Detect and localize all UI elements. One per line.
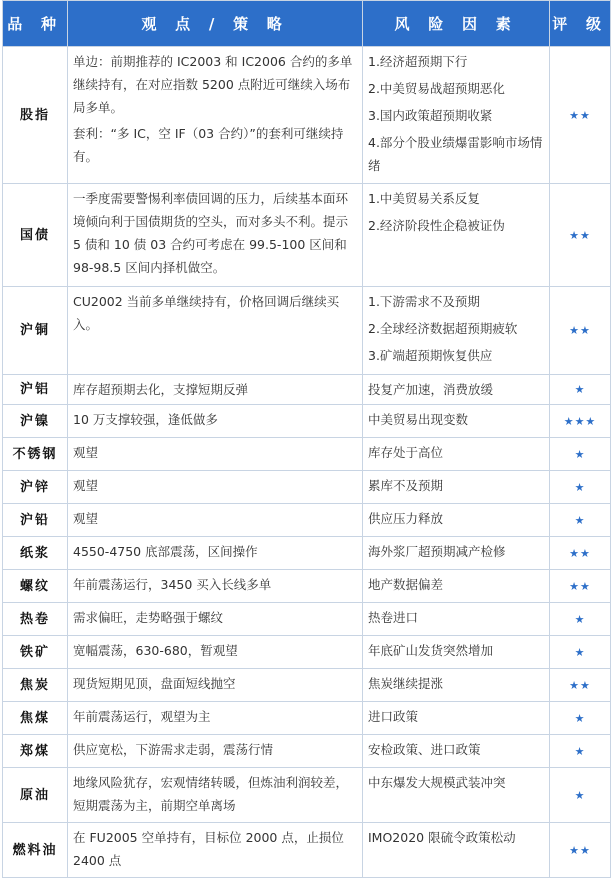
table-row (3, 184, 611, 287)
variety-name: 沪铜 (3, 287, 68, 375)
strategy-paragraph: CU2002 当前多单继续持有，价格回调后继续买入。 (73, 294, 340, 332)
table-body (3, 47, 611, 878)
risk-item: 供应压力释放 (368, 511, 444, 526)
risk-item: 海外浆厂超预期减产检修 (368, 544, 506, 559)
header-variety: 品 种 (3, 1, 68, 47)
strategy-cell (68, 438, 363, 471)
risk-cell (363, 669, 550, 702)
strategy-paragraph: 现货短期见顶，盘面短线抛空 (73, 676, 236, 691)
risk-item: 累库不及预期 (368, 478, 444, 493)
variety-name: 股指 (3, 47, 68, 184)
risk-cell (363, 735, 550, 768)
risk-cell (363, 504, 550, 537)
strategy-table (2, 0, 611, 878)
variety-name: 不锈钢 (3, 438, 68, 471)
strategy-cell (68, 504, 363, 537)
rating-stars: ★★ (550, 669, 611, 702)
risk-cell (363, 823, 550, 878)
table-row (3, 287, 611, 375)
strategy-cell (68, 184, 363, 287)
rating-stars: ★ (550, 636, 611, 669)
variety-name: 国债 (3, 184, 68, 287)
header-risk: 风 险 因 素 (363, 1, 550, 47)
strategy-paragraph: 观望 (73, 511, 99, 526)
strategy-paragraph: 观望 (73, 478, 99, 493)
risk-item: 3.国内政策超预期收紧 (368, 108, 493, 123)
rating-stars: ★ (550, 768, 611, 823)
risk-cell (363, 570, 550, 603)
variety-name: 沪铅 (3, 504, 68, 537)
rating-stars: ★ (550, 375, 611, 405)
table-header-row (3, 1, 611, 47)
strategy-paragraph: 年前震荡运行，观望为主 (73, 709, 211, 724)
table-row (3, 603, 611, 636)
table-row (3, 405, 611, 438)
table-row (3, 570, 611, 603)
strategy-paragraph: 单边：前期推荐的 IC2003 和 IC2006 合约的多单继续持有，在对应指数 5200 点附近可继续入场布局多单。 (73, 54, 353, 115)
variety-name: 纸浆 (3, 537, 68, 570)
table-row (3, 47, 611, 184)
risk-cell (363, 768, 550, 823)
rating-stars: ★★ (550, 287, 611, 375)
rating-stars: ★★ (550, 823, 611, 878)
rating-stars: ★ (550, 438, 611, 471)
strategy-cell (68, 570, 363, 603)
variety-name: 焦炭 (3, 669, 68, 702)
variety-name: 螺纹 (3, 570, 68, 603)
risk-item: 地产数据偏差 (368, 577, 444, 592)
table-row (3, 702, 611, 735)
variety-name: 铁矿 (3, 636, 68, 669)
rating-stars: ★ (550, 471, 611, 504)
strategy-cell (68, 537, 363, 570)
variety-name: 热卷 (3, 603, 68, 636)
strategy-paragraph: 需求偏旺，走势略强于螺纹 (73, 610, 224, 625)
strategy-paragraph: 在 FU2005 空单持有，目标位 2000 点，止损位 2400 点 (73, 830, 344, 868)
header-strategy: 观 点 / 策 略 (68, 1, 363, 47)
table-row (3, 504, 611, 537)
rating-stars: ★ (550, 702, 611, 735)
risk-item: 4.部分个股业绩爆雷影响市场情绪 (368, 135, 543, 173)
risk-item: 3.矿端超预期恢复供应 (368, 348, 493, 363)
risk-item: IMO2020 限硫令政策松动 (368, 830, 516, 845)
risk-item: 2.中美贸易战超预期恶化 (368, 81, 505, 96)
risk-item: 热卷进口 (368, 610, 419, 625)
strategy-cell (68, 768, 363, 823)
table-row (3, 823, 611, 878)
rating-stars: ★ (550, 735, 611, 768)
table-row (3, 768, 611, 823)
risk-cell (363, 287, 550, 375)
table-row (3, 438, 611, 471)
strategy-cell (68, 405, 363, 438)
rating-stars: ★ (550, 504, 611, 537)
strategy-cell (68, 603, 363, 636)
variety-name: 原油 (3, 768, 68, 823)
risk-item: 1.下游需求不及预期 (368, 294, 480, 309)
risk-item: 1.经济超预期下行 (368, 54, 468, 69)
risk-item: 焦炭继续提涨 (368, 676, 444, 691)
variety-name: 沪铝 (3, 375, 68, 405)
strategy-cell (68, 636, 363, 669)
rating-stars: ★ (550, 603, 611, 636)
risk-cell (363, 636, 550, 669)
risk-item: 安检政策、进口政策 (368, 742, 481, 757)
strategy-paragraph: 一季度需要警惕利率债回调的压力，后续基本面环境倾向利于国债期货的空头，而对多头不利。提示 5 债和 10 债 03 合约可考虑在 99.5-100 区间和 98-98.5 区间内择机做空。 (73, 191, 349, 275)
risk-item: 2.经济阶段性企稳被证伪 (368, 218, 505, 233)
strategy-paragraph: 4550-4750 底部震荡，区间操作 (73, 544, 258, 559)
risk-item: 投复产加速，消费放缓 (368, 382, 494, 397)
rating-stars: ★★ (550, 184, 611, 287)
rating-stars: ★★ (550, 570, 611, 603)
risk-item: 2.全球经济数据超预期疲软 (368, 321, 518, 336)
strategy-cell (68, 471, 363, 504)
table-row (3, 735, 611, 768)
header-rating: 评 级 (550, 1, 611, 47)
strategy-paragraph: 10 万支撑较强，逢低做多 (73, 412, 218, 427)
variety-name: 沪锌 (3, 471, 68, 504)
risk-item: 年底矿山发货突然增加 (368, 643, 494, 658)
risk-cell (363, 184, 550, 287)
strategy-cell (68, 823, 363, 878)
risk-cell (363, 405, 550, 438)
strategy-paragraph: 观望 (73, 445, 99, 460)
strategy-cell (68, 375, 363, 405)
strategy-paragraph: 库存超预期去化，支撑短期反弹 (73, 382, 249, 397)
table-row (3, 636, 611, 669)
variety-name: 燃料油 (3, 823, 68, 878)
risk-cell (363, 603, 550, 636)
risk-cell (363, 471, 550, 504)
table-row (3, 471, 611, 504)
risk-cell (363, 375, 550, 405)
strategy-paragraph: 地缘风险犹存，宏观情绪转暖，但炼油利润较差，短期震荡为主，前期空单离场 (73, 775, 349, 813)
strategy-cell (68, 702, 363, 735)
risk-item: 库存处于高位 (368, 445, 444, 460)
strategy-cell (68, 47, 363, 184)
risk-cell (363, 47, 550, 184)
risk-cell (363, 537, 550, 570)
risk-item: 中美贸易出现变数 (368, 412, 469, 427)
rating-stars: ★★ (550, 537, 611, 570)
strategy-cell (68, 669, 363, 702)
strategy-paragraph: 年前震荡运行，3450 买入长线多单 (73, 577, 272, 592)
risk-item: 1.中美贸易关系反复 (368, 191, 480, 206)
table-row (3, 537, 611, 570)
variety-name: 郑煤 (3, 735, 68, 768)
variety-name: 沪镍 (3, 405, 68, 438)
rating-stars: ★★ (550, 47, 611, 184)
risk-cell (363, 702, 550, 735)
risk-item: 中东爆发大规模武装冲突 (368, 775, 506, 790)
strategy-cell (68, 735, 363, 768)
strategy-cell (68, 287, 363, 375)
variety-name: 焦煤 (3, 702, 68, 735)
table-row (3, 375, 611, 405)
strategy-paragraph: 供应宽松，下游需求走弱，震荡行情 (73, 742, 274, 757)
table-row (3, 669, 611, 702)
rating-stars: ★★★ (550, 405, 611, 438)
risk-cell (363, 438, 550, 471)
strategy-paragraph: 套利：“多 IC，空 IF（03 合约）”的套利可继续持有。 (73, 126, 344, 164)
risk-item: 进口政策 (368, 709, 419, 724)
strategy-paragraph: 宽幅震荡，630-680，暂观望 (73, 643, 238, 658)
